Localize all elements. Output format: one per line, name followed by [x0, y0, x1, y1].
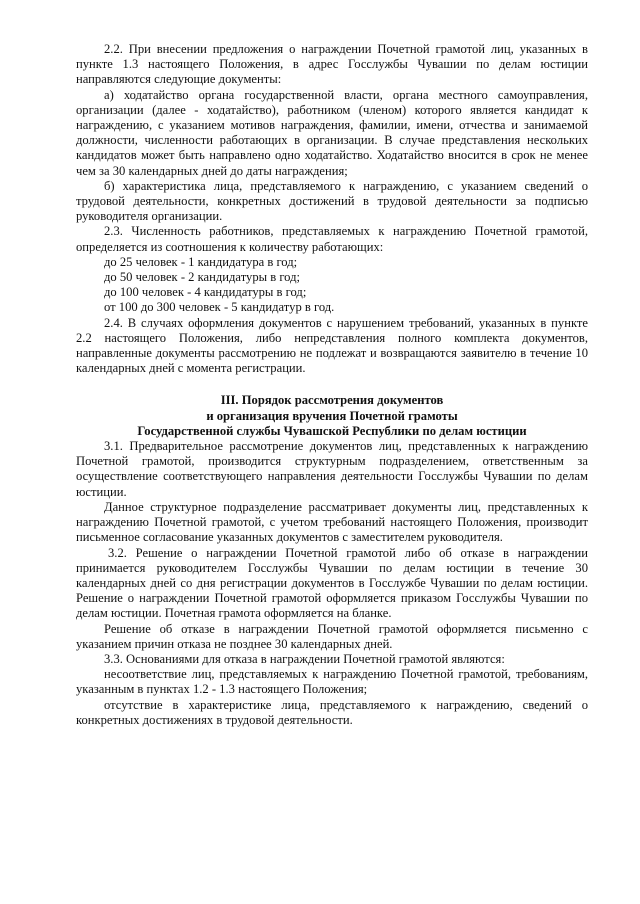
paragraph-3-1: 3.1. Предварительное рассмотрение документов лиц, представленных к награждению Почетной грамотой, производится структурным подразделением, ответственным за осуществление соответствующего направления деятельности Госслужбы Чувашии по делам юстиции. — [76, 439, 588, 499]
paragraph-2-2-a: а) ходатайство органа государственной власти, органа местного самоуправления, организации (далее - ходатайство), работником (членом) которого является кандидат к награждению, с указанием мотивов награждения, фамилии, имени, отчества и занимаемой должности, численности работающих в организации. В случае представления нескольких кандидатов может быть направлено одно ходатайство. Ходатайство вносится в срок не менее чем за 30 календарных дней до даты награждения; — [76, 87, 588, 178]
quota-line: до 100 человек - 4 кандидатуры в год; — [104, 285, 307, 300]
paragraph-3-2: 3.2. Решение о награждении Почетной грамотой либо об отказе в награждении принимается руководителем Госслужбы Чувашии по делам юстиции в течение 30 календарных дней со дня регистрации документов в Госслужбе Чувашии по делам юстиции. Решение о награждении Почетной грамотой оформляется приказом Госслужбы Чувашии по делам юстиции. Почетная грамота оформляется на бланке. — [76, 545, 588, 621]
quota-line: до 50 человек - 2 кандидатуры в год; — [104, 270, 301, 285]
paragraph-3-1-cont: Данное структурное подразделение рассматривает документы лиц, представленных к награждению Почетной грамотой, с учетом требований настоящего Положения, производит письменное согласование указанных документов с заместителем руководителя. — [76, 499, 588, 545]
quota-list — [76, 255, 588, 316]
quota-line: до 25 человек - 1 кандидатура в год; — [104, 254, 298, 269]
section-heading-line: Государственной службы Чувашской Республики по делам юстиции — [137, 423, 527, 438]
paragraph-2-2-b: б) характеристика лица, представляемого к награждению, с указанием сведений о трудовой деятельности, конкретных достижений в трудовой деятельности за подписью руководителя организации. — [76, 178, 588, 224]
paragraph-3-3: 3.3. Основаниями для отказа в награждении Почетной грамотой являются: — [104, 651, 505, 666]
paragraph-3-2-cont: Решение об отказе в награждении Почетной грамотой оформляется письменно с указанием причин отказа не позднее 30 календарных дней. — [76, 621, 588, 651]
section-heading — [76, 393, 588, 439]
quota-line: от 100 до 300 человек - 5 кандидатур в год. — [104, 300, 335, 315]
section-heading-line: III. Порядок рассмотрения документов — [220, 393, 444, 408]
section-heading-line: и организация вручения Почетной грамоты — [206, 408, 458, 423]
paragraph-3-3-item-2: отсутствие в характеристике лица, представляемого к награждению, сведений о конкретных достижениях в трудовой деятельности. — [76, 697, 588, 727]
paragraph-3-3-item-1: несоответствие лиц, представляемых к награждению Почетной грамотой, требованиям, указанным в пунктах 1.2 - 1.3 настоящего Положения; — [76, 667, 588, 697]
paragraph-2-4: 2.4. В случаях оформления документов с нарушением требований, указанных в пункте 2.2 настоящего Положения, либо непредставления полного комплекта документов, направленные документы рассмотрению не подлежат и возвращаются заявителю в течение 10 календарных дней с момента регистрации. — [76, 315, 588, 376]
paragraph-2-2: 2.2. При внесении предложения о награждении Почетной грамотой лиц, указанных в пункте 1.3 настоящего Положения, в адрес Госслужбы Чувашии по делам юстиции направляются следующие документы: — [76, 42, 588, 87]
paragraph-2-3: 2.3. Численность работников, представляемых к награждению Почетной грамотой, определяется из соотношения к количеству работающих: — [76, 224, 588, 254]
